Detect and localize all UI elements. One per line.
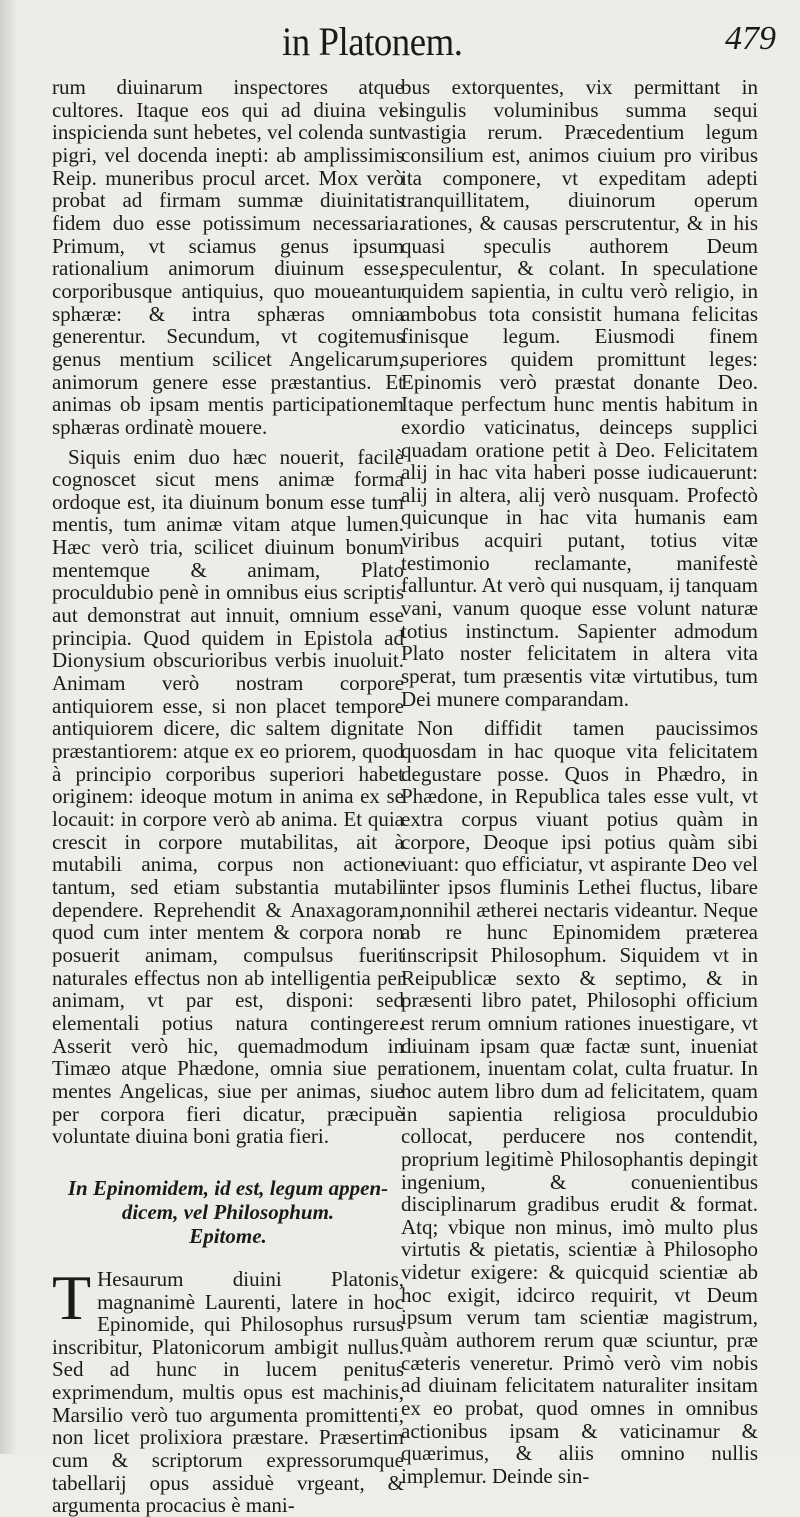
right-column xyxy=(401,76,758,1488)
right-paragraph-1: bus extorquentes, vix permittant in singulis voluminibus summa sequi vastigia rerum. Præcedentium legum consilium est, animos ciuium pro viribus ita componere, vt expeditam adepti tranquillitatem, diuinorum operum rationes, & causas perscrutentur, & in his quasi speculis authorem Deum speculentur, & colant. In speculatione quidem sapientia, in cultu verò religio, in ambobus tota consistit humana felicitas finisque legum. Eiusmodi finem superiores quidem promittunt leges: Epinomis verò præstat donante Deo. Itaque perfectum hunc mentis habitum in exordio vaticinatus, deinceps supplici quadam oratione petit à Deo. Felicitatem alij in hac vita haberi posse iudicauerunt: alij in altera, alij verò nusquam. Profectò quicunque in hac vita humanis eam viribus acquiri putant, totius vitæ testimonio reclamante, manifestè falluntur. At verò qui nusquam, ij tanquam vani, vanum quoque esse volunt naturæ totius instinctum. Sapienter admodum Plato noster felicitatem in altera vita sperat, tum præsentis vitæ virtutibus, tum Dei munere comparandam. xyxy=(401,75,758,711)
left-column xyxy=(52,76,404,1517)
right-paragraph-2: Non diffidit tamen paucissimos quosdam in hac quoque vita felicitatem degustare posse. Quos in Phædro, in Phædone, in Republica tales esse vult, vt extra corpus viuant potius quàm in corpore, Deoque ipsi potius quàm sibi viuant: quo efficiatur, vt aspirante Deo vel inter ipsos fluminis Lethei fluctus, libare nonnihil ætherei nectaris videantur. Neque ab re hunc Epinomidem præterea inscripsit Philosophum. Siquidem vt in Reipublicæ sexto & septimo, & in præsenti libro patet, Philosophi officium est rerum omnium rationes inuestigare, vt diuinam ipsam quæ factæ sunt, inueniat rationem, inuentam colat, culta fruatur. In hoc autem libro dum ad felicitatem, quam in sapientia religiosa proculdubio collocat, perducere nos contendit, proprium legitimè Philosophantis depingit ingenium, & conuenientibus disciplinarum gradibus erudit & format. Atq; vbique non minus, imò multo plus virtutis & pietatis, scientiæ à Philosopho videtur exigere: & quicquid scientiæ ab hoc exigit, idcirco requirit, vt Deum ipsum verum tam scientiæ magistrum, quàm authorem rerum quæ sciuntur, præ cæteris veneretur. Primò verò vim nobis ad diuinam felicitatem naturaliter insitam ex eo probat, quod omnes in omnibus actionibus ipsam & vaticinamur & quærimus, & aliis omnino nullis implemur. Deinde sin- xyxy=(401,716,758,1489)
section-heading-line-3: Epitome. xyxy=(189,1223,267,1248)
section-heading-line-2: dicem, vel Philosophum. xyxy=(121,1199,335,1224)
section-heading-line-1: In Epinomidem, id est, legum appen- xyxy=(67,1175,389,1200)
left-paragraph-2: Siquis enim duo hæc nouerit, facilè cognoscet sicut mens animæ forma ordoque est, ita diuinum bonum esse tum mentis, tum animæ vitam atque lumen. Hæc verò tria, scilicet diuinum bonum mentemque & animam, Plato proculdubio penè in omnibus eius scriptis aut demonstrat aut innuit, omnium esse principia. Quod quidem in Epistola ad Dionysium obscurioribus verbis inuoluit. Animam verò nostram corpore antiquiorem esse, si non placet tempore antiquiorem dicere, dic saltem dignitate præstantiorem: atque ex eo priorem, quod à principio corporibus superiori habet originem: ideoque motum in anima ex se locauit: in corpore verò ab anima. Et quia crescit in corpore mutabilitas, ait à mutabili anima, corpus non actione tantum, sed etiam substantia mutabili dependere. Reprehendit & Anaxagoram, quod cum inter mentem & corpora non posuerit animam, compulsus fuerit naturales effectus non ab intelligentia per animam, vt par est, disponi: sed elementali potius natura contingere. Asserit verò hic, quemadmodum in Timæo atque Phædone, omnia siue per mentes Angelicas, siue per animas, siue per corpora fieri dicatur, præcipuè voluntate diuina boni gratia fieri. xyxy=(52,444,404,1149)
drop-cap: T xyxy=(52,1261,92,1333)
running-title: in Platonem. xyxy=(282,19,463,64)
page-gutter-shadow xyxy=(0,0,18,1454)
epitome-paragraph xyxy=(52,1261,404,1517)
section-heading xyxy=(52,1176,404,1248)
page-number: 479 xyxy=(725,20,776,57)
left-paragraph-1: rum diuinarum inspectores atque cultores. Itaque eos qui ad diuina vel inspicienda sunt hebetes, vel colenda sunt pigri, vel docenda inepti: ab amplissimis Reip. muneribus procul arcet. Mox verò probat ad firmam summæ diuinitatis fidem duo esse potissimum necessaria. Primum, vt sciamus genus ipsum rationalium animorum diuinum esse, corporibusque antiquius, quo moueantur sphæræ: & intra sphæras omnia generentur. Secundum, vt cogitemus genus mentium scilicet Angelicarum, animorum genere esse præstantius. Et animas ob ipsam mentis participationem sphæras ordinatè mouere. xyxy=(52,75,404,439)
running-head xyxy=(0,18,800,68)
epitome-text: Hesaurum diuini Platonis, magnanimè Laurenti, latere in hoc Epinomide, qui Philosophus rursus inscribitur, Platonicorum ambigit nullus. Sed ad hunc in lucem penitus exprimendum, multis opus est machinis, Marsilio verò tuo argumenta promittenti, non licet prolixiora præstare. Præsertim cum & scriptorum expressorumque tabellarij opus assiduè vrgeant, & argumenta procacius è mani- xyxy=(52,1266,404,1517)
